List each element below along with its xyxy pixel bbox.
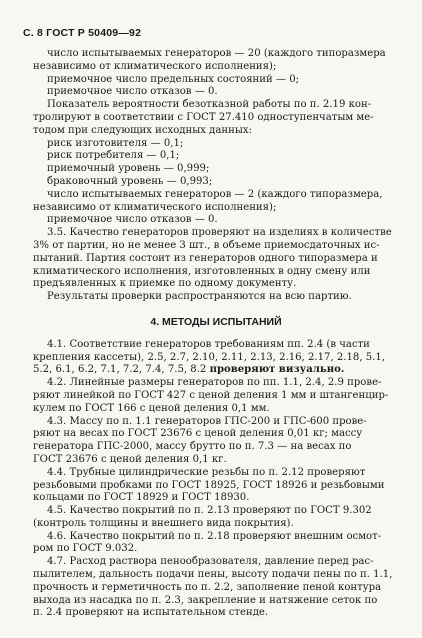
text-bold: проверяют визуально. xyxy=(209,364,345,376)
text-line: предъявленных к приемке по одному документу. xyxy=(33,278,297,290)
text-line: 3.5. Качество генераторов проверяют на изделиях в количестве xyxy=(47,227,392,239)
text-line xyxy=(33,364,399,377)
text-line: Результаты проверки распространяются на всю партию. xyxy=(47,291,352,303)
document-body xyxy=(33,48,399,620)
text-line: ГОСТ 23676 с ценой деления 0,1 кг. xyxy=(33,453,227,465)
text-line: ряют линейкой по ГОСТ 427 с ценой деления 1 мм и штангенцир- xyxy=(33,389,389,401)
text-line: крепления кассеты), 2.5, 2.7, 2.10, 2.11, 2.13, 2.16, 2.17, 2.18, 5.1, xyxy=(33,351,386,363)
text-line: риск изготовителя — 0,1; xyxy=(47,137,184,149)
text-line: ром по ГОСТ 9.032. xyxy=(33,543,138,555)
text-line: 4.2. Линейные размеры генераторов по пп. 1.1, 2.4, 2.9 прове- xyxy=(47,377,382,389)
text-line: браковочный уровень — 0,993; xyxy=(47,175,213,187)
text-line: п. 2.4 проверяют на испытательном стенде. xyxy=(33,607,269,619)
text-line: климатического исполнения, изготовленных в одну смену или xyxy=(33,265,371,277)
text-line: приемочное число предельных состояний — 0; xyxy=(47,73,300,85)
text-line: 4.7. Расход раствора пенообразователя, давление перед рас- xyxy=(47,556,374,568)
text-line: пытаний. Партия состоит из генераторов одного типоразмера и xyxy=(33,252,378,264)
page-header: С. 8 ГОСТ Р 50409—92 xyxy=(23,27,142,39)
text-line: число испытываемых генераторов — 2 (каждого типоразмера, xyxy=(47,188,383,200)
text-line: кольцами по ГОСТ 18929 и ГОСТ 18930. xyxy=(33,492,250,504)
text-line: (контроль толщины и внешнего вида покрытия). xyxy=(33,517,294,529)
text-line: независимо от климатического исполнения); xyxy=(33,201,277,213)
text-line: ряют на весах по ГОСТ 23676 с ценой деления 0,01 кг; массу xyxy=(33,428,363,440)
text-line: 4.6. Качество покрытий по п. 2.18 проверяют внешним осмот- xyxy=(47,530,382,542)
text-line: 4.5. Качество покрытий по п. 2.13 проверяют по ГОСТ 9.302 xyxy=(47,505,372,517)
text-line: резьбовыми пробками по ГОСТ 18925, ГОСТ 18926 и резьбовыми xyxy=(33,479,385,491)
section-heading: 4. МЕТОДЫ ИСПЫТАНИЙ xyxy=(150,315,282,328)
text-segment: 5.2, 6.1, 6.2, 7.1, 7.2, 7.4, 7.5, 8.2 xyxy=(33,364,210,376)
text-line: прочность и герметичность по п. 2.2, заполнение пеной контура xyxy=(33,581,382,593)
text-line: пылителем, дальность подачи пены, высоту подачи пены по п. 1.1, xyxy=(33,569,393,581)
text-line: приемочное число отказов — 0. xyxy=(47,86,218,98)
text-line: 4.3. Массу по п. 1.1 генераторов ГПС-200 и ГПС-600 прове- xyxy=(47,415,367,427)
text-line: независимо от климатического исполнения); xyxy=(33,60,277,72)
text-line: генератора ГПС-2000, массу брутто по п. 7.3 — на весах по xyxy=(33,441,352,453)
text-line: выхода из насадка по п. 2.3, закрепление и натяжение сеток по xyxy=(33,594,378,606)
text-line: тодом при следующих исходных данных: xyxy=(33,124,252,136)
text-line: 4.1. Соответствие генераторов требованиям пп. 2.4 (в части xyxy=(47,338,370,350)
text-line: 4.4. Трубные цилиндрические резьбы по п. 2.12 проверяют xyxy=(47,466,366,478)
text-line: приемочное число отказов — 0. xyxy=(47,214,218,226)
text-line: риск потребителя — 0,1; xyxy=(47,150,180,162)
text-line: кулем по ГОСТ 166 с ценой деления 0,1 мм. xyxy=(33,402,270,414)
text-line: приемочный уровень — 0,999; xyxy=(47,163,210,175)
text-line: тролируют в соответствии с ГОСТ 27.410 одноступенчатым ме- xyxy=(33,111,374,123)
text-line: 3% от партии, но не менее 3 шт., в объеме приемосдаточных ис- xyxy=(33,239,380,251)
text-line: Показатель вероятности безотказной работы по п. 2.19 кон- xyxy=(47,99,372,111)
text-line: число испытываемых генераторов — 20 (каждого типоразмера xyxy=(47,48,386,59)
